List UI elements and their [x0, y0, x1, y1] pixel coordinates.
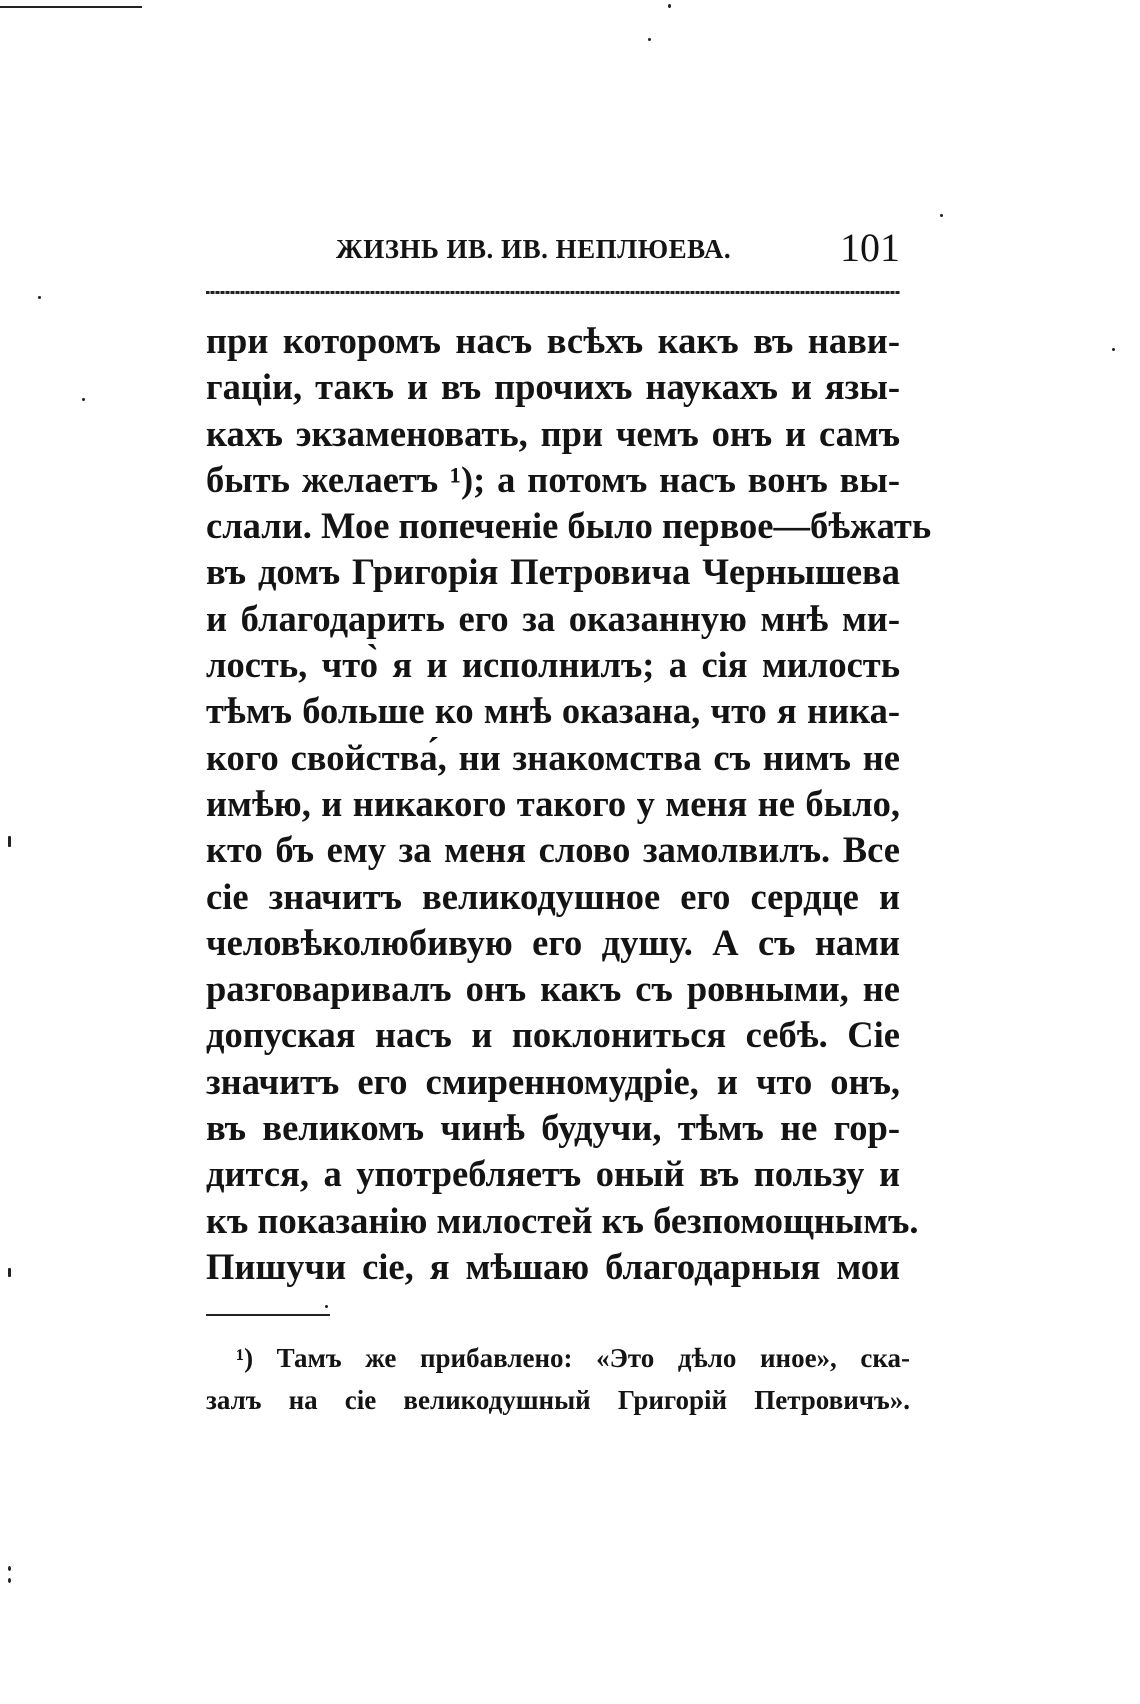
text-line: въ великомъ чинѣ будучи, тѣмъ не гор-	[206, 1107, 900, 1149]
text-line: значитъ его смиренномудріе, и что онъ,	[206, 1060, 900, 1102]
text-line: гаціи, такъ и въ прочихъ наукахъ и язы-	[206, 366, 900, 408]
scan-speck	[38, 296, 41, 299]
scan-speck	[8, 1566, 11, 1571]
top-edge-rule	[0, 6, 142, 8]
text-line: и благодарить его за оказанную мнѣ ми-	[206, 597, 900, 639]
scan-speck	[648, 38, 651, 41]
scan-speck	[940, 214, 943, 217]
scan-speck	[82, 398, 85, 401]
text-line: слали. Мое попеченіе было первое—бѣжать	[206, 505, 932, 547]
text-line: въ домъ Григорія Петровича Чернышева	[206, 551, 900, 593]
text-line: кахъ экзаменовать, при чемъ онъ и самъ	[206, 412, 900, 454]
text-line: человѣколюбивую его душу. А съ нами	[206, 921, 900, 963]
text-line: кого свойства́, ни знакомства съ нимъ не	[206, 736, 900, 778]
header-rule	[206, 291, 900, 294]
footnotes	[206, 1337, 910, 1421]
text-line: кто бъ ему за меня слово замолвилъ. Все	[206, 829, 900, 871]
text-line: лость, что̀ я и исполнилъ; а сія милость	[206, 644, 900, 686]
running-head	[206, 224, 900, 276]
text-line: тѣмъ больше ко мнѣ оказана, что я ника-	[206, 690, 900, 732]
text-line: при которомъ насъ всѣхъ какъ въ нави-	[206, 320, 900, 361]
footnote-rule	[206, 1314, 330, 1316]
text-line: имѣю, и никакого такого у меня не было,	[206, 782, 900, 824]
scan-speck	[8, 1268, 11, 1277]
running-title: ЖИЗНЬ ИВ. ИВ. НЕПЛЮЕВА.	[336, 234, 732, 264]
text-line: быть желаетъ ¹); а потомъ насъ вонъ вы-	[206, 458, 900, 500]
scan-speck	[1112, 348, 1115, 351]
text-line: разговаривалъ онъ какъ съ ровными, не	[206, 968, 900, 1010]
footnote-line: ¹) Тамъ же прибавлено: «Это дѣло иное», ска-	[236, 1343, 910, 1373]
text-line: къ показанію милостей къ безпомощнымъ.	[206, 1199, 919, 1241]
scan-speck	[8, 836, 11, 847]
text-line: дится, а употребляетъ оный въ пользу и	[206, 1153, 900, 1195]
page-number: 101	[840, 225, 900, 270]
text-line: допуская насъ и поклониться себѣ. Сіе	[206, 1014, 900, 1056]
body-text	[206, 318, 932, 1290]
scan-speck	[668, 4, 671, 8]
scan-speck	[8, 1578, 11, 1583]
text-line: сіе значитъ великодушное его сердце и	[206, 875, 900, 917]
footnote-line: залъ на сіе великодушный Григорій Петровичъ».	[206, 1385, 910, 1415]
scan-speck	[325, 1305, 328, 1308]
text-line: Пишучи сіе, я мѣшаю благодарныя мои	[206, 1245, 900, 1287]
